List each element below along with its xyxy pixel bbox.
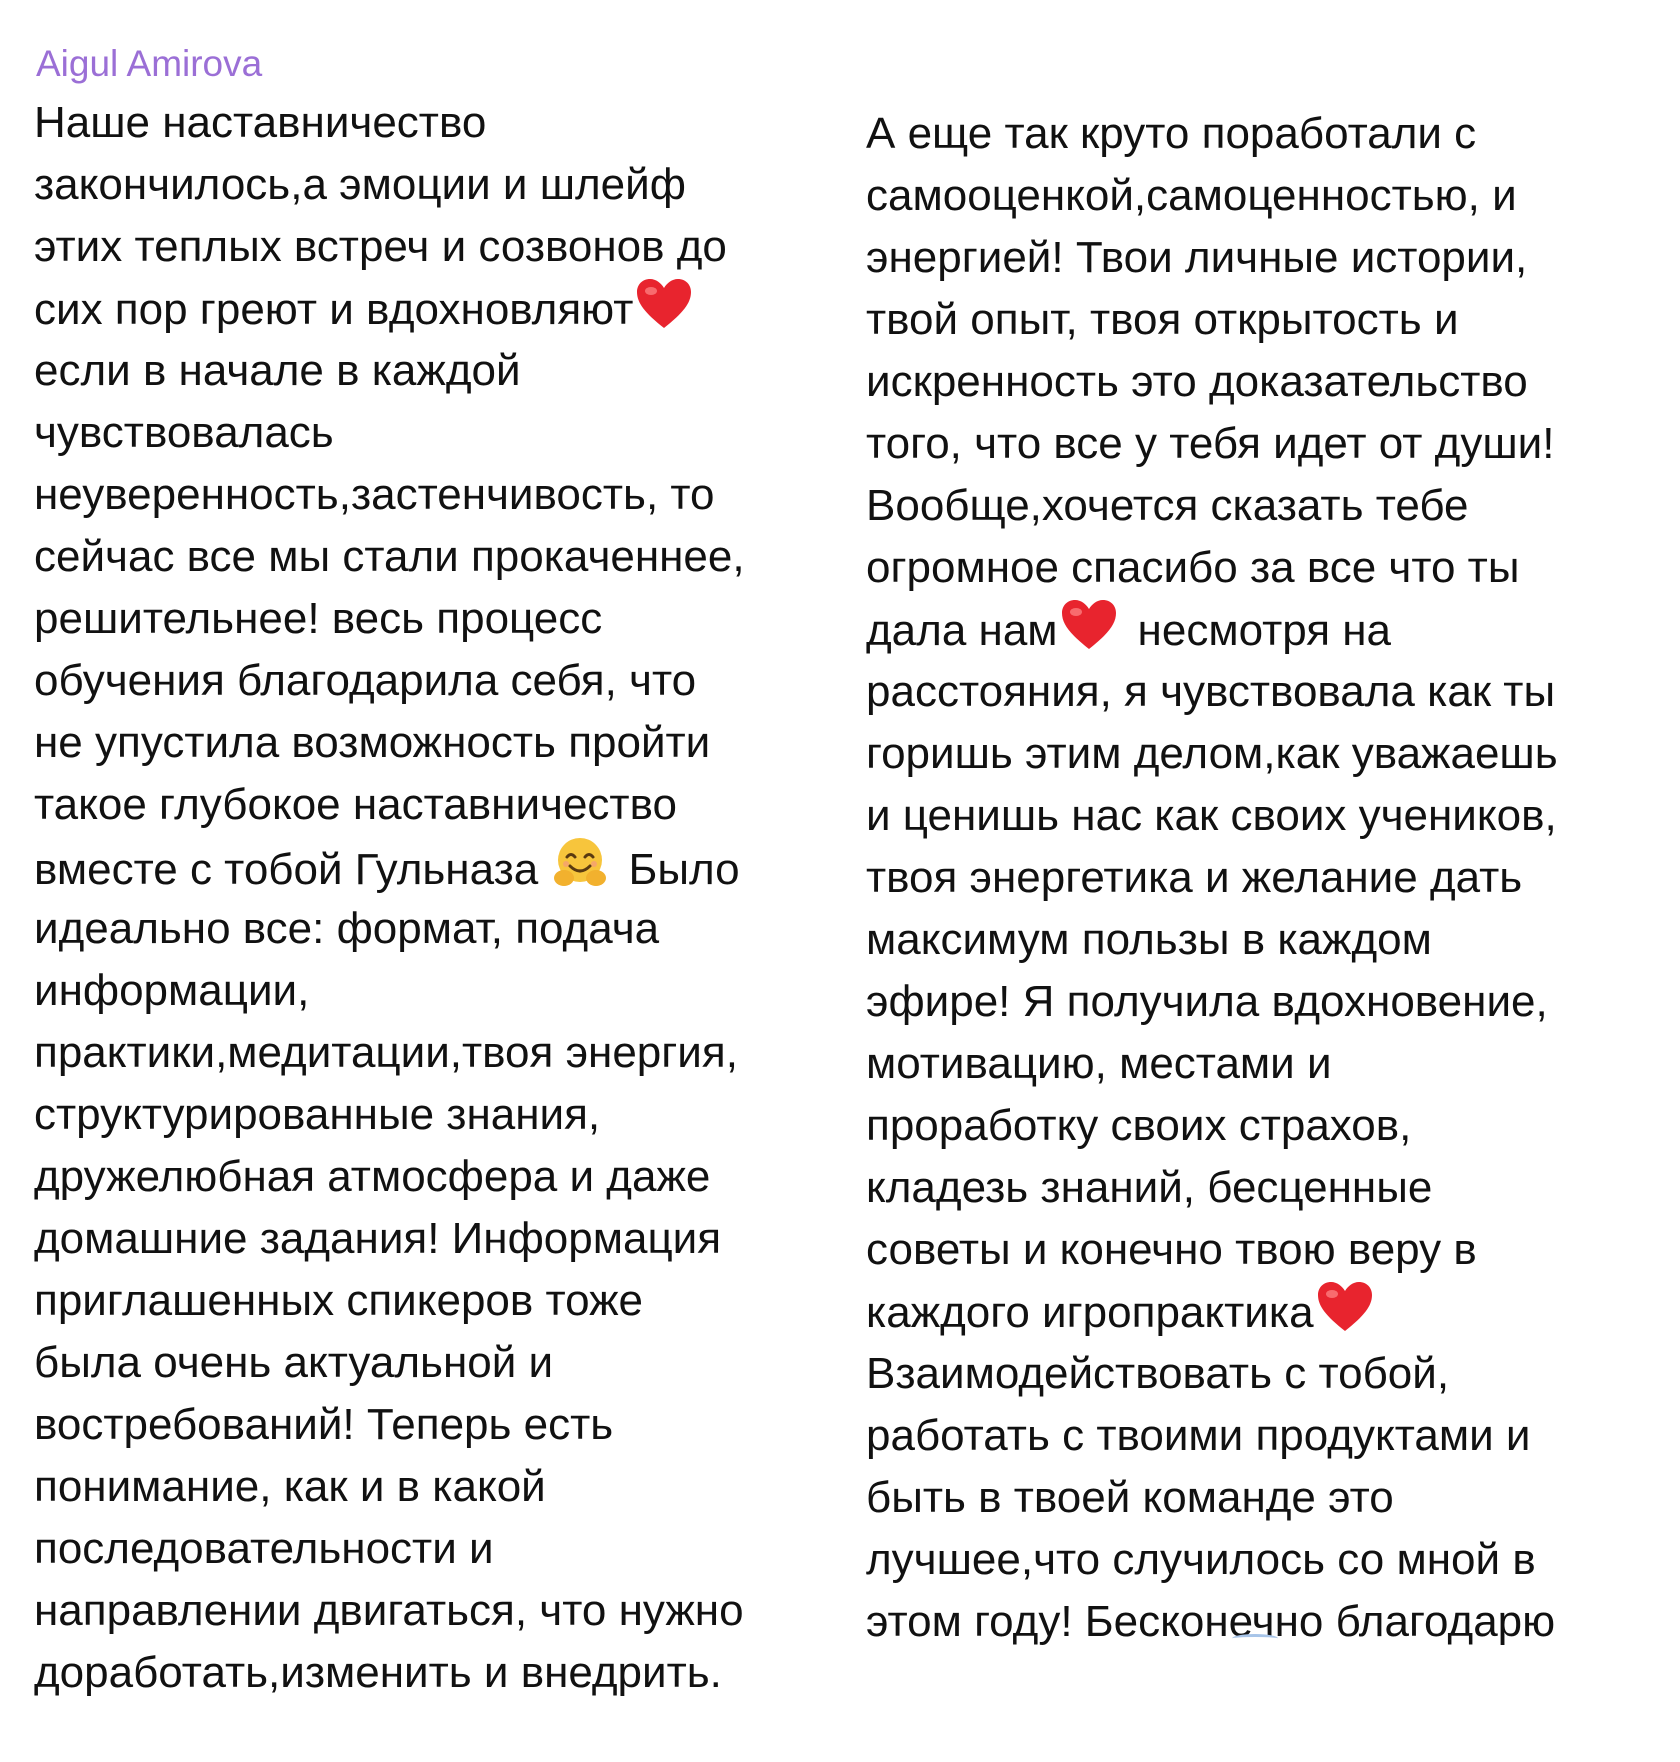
red-heart-icon [635,278,693,330]
text-line: идеально все: формат, подача [34,904,660,953]
text-line: и ценишь нас как своих учеников, [866,791,1557,840]
text-line: понимание, как и в какой [34,1462,546,1511]
text-line: домашние задания! Информация [34,1214,722,1263]
text-line: этом году! Бесконечно благодарю [866,1597,1556,1646]
text-line: проработку своих страхов, [866,1101,1412,1150]
text-line: направлении двигаться, что нужно [34,1586,744,1635]
text-line: Вообще,хочется сказать тебе [866,481,1469,530]
sender-name[interactable]: Aigul Amirova [36,43,263,84]
text-line: чувствовалась [34,408,334,457]
text-line: работать с твоими продуктами и [866,1411,1531,1460]
text-line: мотивацию, местами и [866,1039,1332,1088]
text-line: Наше наставничество [34,98,487,147]
text-line: структурированные знания, [34,1090,601,1139]
text-line: доработать,изменить и внедрить. [34,1648,722,1697]
text-line: Взаимодействовать с тобой, [866,1349,1450,1398]
text-line: этих теплых встреч и созвонов до [34,222,727,271]
text-line: последовательности и [34,1524,494,1573]
text-line: максимум пользы в каждом [866,915,1432,964]
text-line: практики,медитации,твоя энергия, [34,1028,738,1077]
text-line: если в начале в каждой [34,346,521,395]
text-line: искренность это доказательство [866,357,1528,406]
text-line: твоя энергетика и желание дать [866,853,1523,902]
text-line: востребований! Теперь есть [34,1400,614,1449]
text-line: энергией! Твои личные истории, [866,233,1528,282]
text-line: самооценкой,самоценностью, и [866,171,1517,220]
text-line: того, что все у тебя идет от души! [866,419,1555,468]
text-line: неуверенность,застенчивость, то [34,470,715,519]
message-text-left-column [34,92,854,1704]
text-line: огромное спасибо за все что ты [866,543,1520,592]
text-line: быть в твоей команде это [866,1473,1394,1522]
text-line: приглашенных спикеров тоже [34,1276,644,1325]
text-line: А еще так круто поработали с [866,109,1477,158]
text-line: решительнее! весь процесс [34,594,603,643]
text-line: кладезь знаний, бесценные [866,1163,1433,1212]
text-line: эфире! Я получила вдохновение, [866,977,1548,1026]
text-line: вместе с тобой Гульназа Было [34,836,854,898]
text-line: дала нам несмотря на [866,599,1666,661]
red-heart-icon [1316,1281,1374,1333]
text-line: горишь этим делом,как уважаешь [866,729,1558,778]
red-heart-icon [1060,599,1118,651]
text-line: твой опыт, твоя открытость и [866,295,1459,344]
text-line: такое глубокое наставничество [34,780,677,829]
text-line: сейчас все мы стали прокаченнее, [34,532,745,581]
hugging-face-icon [552,836,608,890]
text-line: дружелюбная атмосфера и даже [34,1152,711,1201]
text-line: советы и конечно твою веру в [866,1225,1477,1274]
text-line: обучения благодарила себя, что [34,656,697,705]
text-line: информации, [34,966,310,1015]
scroll-indicator [1232,1634,1278,1643]
text-line: не упустила возможность пройти [34,718,711,767]
text-line: каждого игропрактика [866,1281,1666,1343]
text-line: расстояния, я чувствовала как ты [866,667,1556,716]
message-text-right-column [866,103,1666,1653]
text-line: лучшее,что случилось со мной в [866,1535,1536,1584]
text-line: была очень актуальной и [34,1338,554,1387]
text-line: закончилось,а эмоции и шлейф [34,160,686,209]
text-line: сих пор греют и вдохновляют [34,278,854,340]
